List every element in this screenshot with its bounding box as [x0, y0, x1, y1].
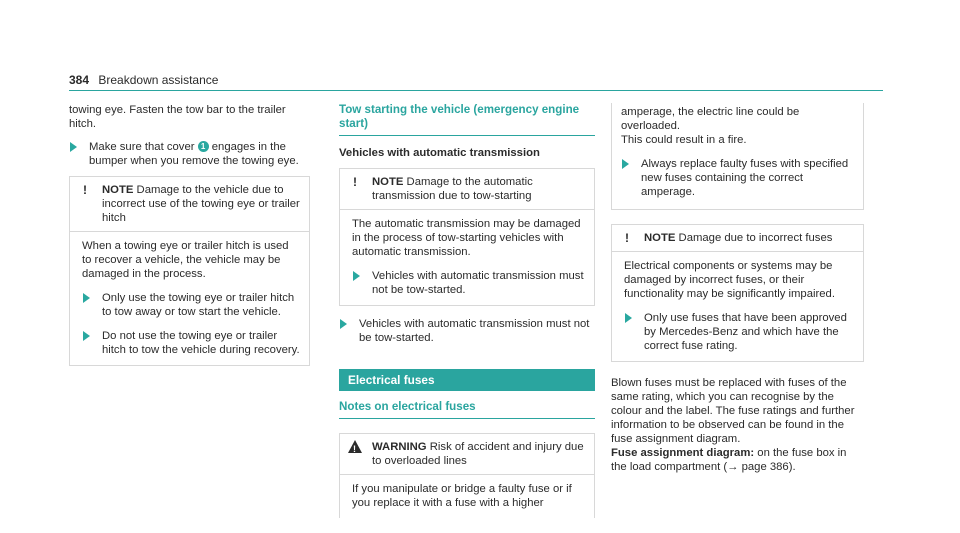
step-arrow-icon: [622, 159, 629, 169]
step-arrow-icon: [83, 293, 90, 303]
intro-text: towing eye. Fasten the tow bar to the trailer hitch.: [69, 104, 286, 130]
page-header: [69, 73, 218, 87]
note-icon: !: [83, 183, 87, 197]
note-step: Only use fuses that have been approved by Mercedes-Benz and which have the correct fuse rating.: [624, 311, 855, 353]
note-header: ! NOTE Damage due to incorrect fuses: [612, 225, 863, 252]
step-arrow-icon: [83, 331, 90, 341]
warning-step: Always replace faulty fuses with specified new fuses containing the correct amperage.: [621, 157, 855, 199]
section-heading-notes-fuses: Notes on electrical fuses: [339, 400, 476, 413]
subheading-automatic: Vehicles with automatic transmission: [339, 147, 540, 159]
note-icon: !: [625, 231, 629, 245]
note-box-fuses: [611, 224, 864, 362]
heading-rule: [339, 418, 595, 419]
column-2: [339, 103, 595, 518]
warning-icon: [348, 440, 362, 453]
column-1: [69, 103, 310, 366]
step-arrow-icon: [340, 319, 347, 329]
section-title: Breakdown assistance: [98, 73, 219, 87]
section-heading-tow-start: Tow starting the vehicle (emergency engine start): [339, 103, 580, 130]
column-3: [611, 103, 864, 474]
step-arrow-icon: [625, 313, 632, 323]
note-box-towing: [69, 176, 310, 366]
warning-body: If you manipulate or bridge a faulty fuse or if you replace it with a fuse with a higher: [352, 483, 572, 509]
marker-1-icon: 1: [198, 141, 209, 152]
page-number: 384: [69, 73, 90, 87]
paragraph-fuse-assignment: Fuse assignment diagram: on the fuse box in the load compartment (→ page 386).: [611, 447, 847, 473]
note-box-transmission: [339, 168, 595, 306]
section-bar-electrical-fuses: Electrical fuses: [339, 369, 595, 391]
note-step: Do not use the towing eye or trailer hitch to tow the vehicle during recovery.: [82, 329, 301, 357]
heading-rule: [339, 135, 595, 136]
step-arrow-icon: [70, 142, 77, 152]
step-no-tow-start: Vehicles with automatic transmission must not be tow-started.: [339, 317, 595, 345]
note-header: ! NOTE Damage to the automatic transmission due to tow-starting: [340, 169, 594, 210]
page-reference-link[interactable]: on the fuse box in the load compartment (→ page 386).: [611, 447, 847, 473]
note-header: ! NOTE Damage to the vehicle due to incorrect use of the towing eye or trailer hitch: [70, 177, 309, 232]
note-icon: !: [353, 175, 357, 189]
note-step: Vehicles with automatic transmission must not be tow-started.: [352, 269, 586, 297]
warning-header: ! WARNING Risk of accident and injury due to overloaded lines: [340, 434, 594, 475]
paragraph-blown-fuses: Blown fuses must be replaced with fuses of the same rating, which you can recognise by the colour and the label. The fuse ratings and further information to be observed can be found in the fuse assignment diagram.: [611, 377, 855, 445]
note-body: Electrical components or systems may be damaged by incorrect fuses, or their functionality may be significantly impaired. Only use fuses that have been approved by Mercedes-Benz and which have the correct fuse rating.: [612, 252, 863, 361]
header-rule: [69, 90, 883, 91]
warning-box: [339, 433, 595, 518]
note-body: The automatic transmission may be damaged in the process of tow-starting vehicles with automatic transmission. Vehicles with automatic transmission must not be tow-started.: [340, 210, 594, 305]
note-step: Only use the towing eye or trailer hitch to tow away or tow start the vehicle.: [82, 291, 301, 319]
step-cover: Make sure that cover 1 engages in the bumper when you remove the towing eye.: [69, 140, 310, 168]
note-body: When a towing eye or trailer hitch is used to recover a vehicle, the vehicle may be damaged in the process. Only use the towing eye or trailer hitch to tow away or tow start the vehicle. Do not use the towing eye or trailer hitch to tow the vehicle during recovery.: [82, 240, 300, 356]
warning-continued: amperage, the electric line could be overloaded. This could result in a fire. Always replace faulty fuses with specified new fuses containing the correct amperage.: [611, 103, 864, 210]
step-arrow-icon: [353, 271, 360, 281]
